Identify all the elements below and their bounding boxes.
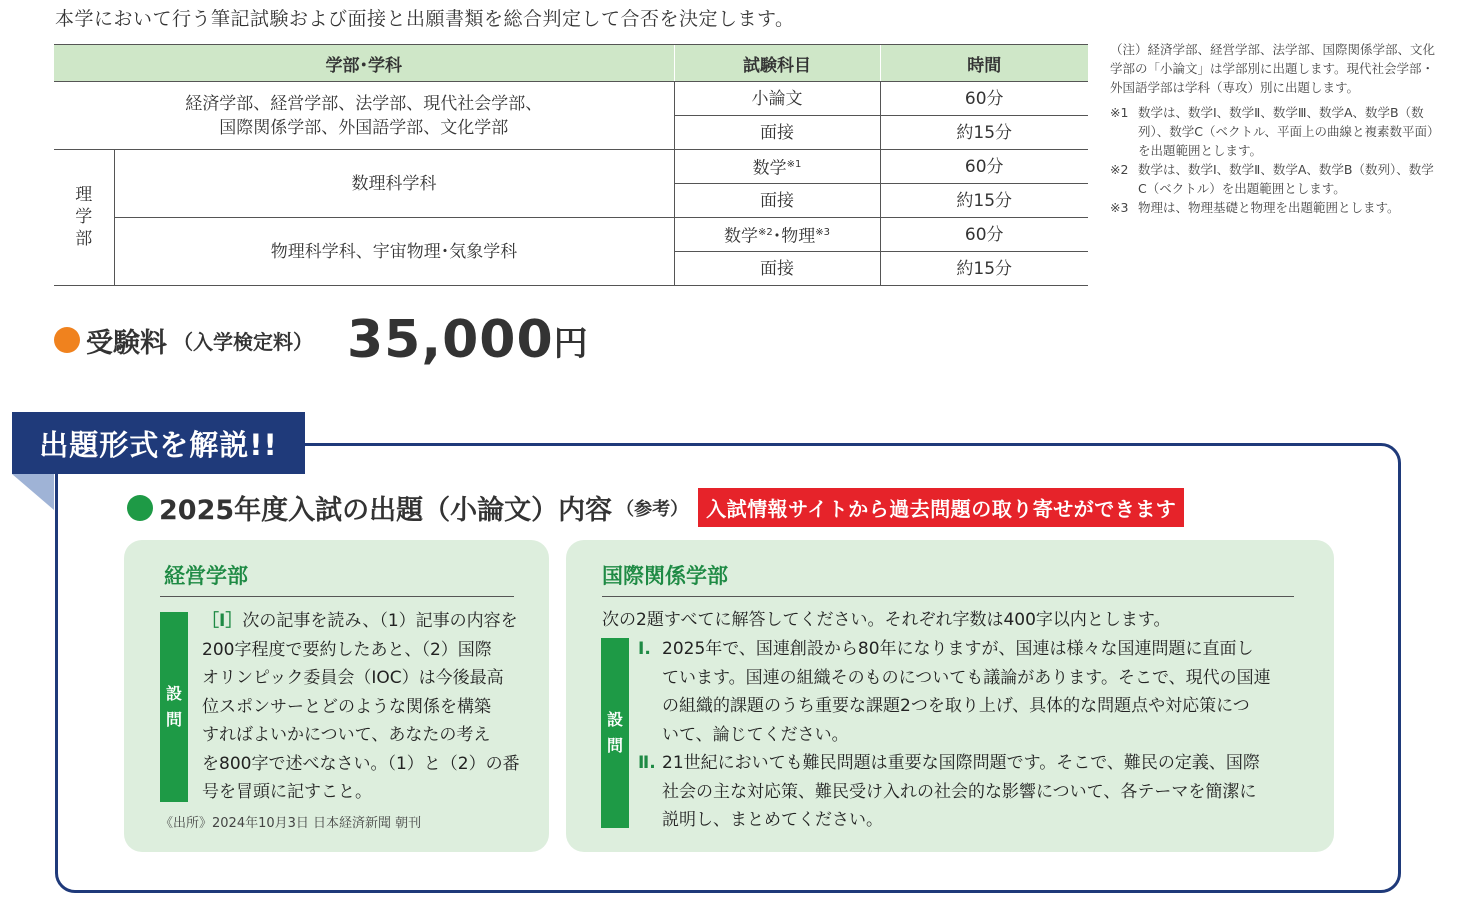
subject-cell: 面接 <box>674 252 880 286</box>
footnote-mark: ※1 <box>786 158 802 170</box>
fee-amount: 35,000 <box>347 310 554 370</box>
time-cell: 60分 <box>880 150 1088 184</box>
question-item: Ⅰ. 2025年で、国連創設から80年になりますが、国連は様々な国連問題に直面し ています。国連の組織そのものについても議論があります。そこで、現代の国連 の組織的課題のうち重要な課題2つを取り上げ、具体的な問題点や対応策につ いて、論じてください。 <box>638 639 1271 745</box>
fee-label: 受験料 <box>86 327 167 359</box>
orange-bullet-icon <box>54 327 80 353</box>
fee-sublabel: （入学検定料） <box>173 329 313 354</box>
note-item: ※1 数学は、数学Ⅰ、数学Ⅱ、数学Ⅲ、数学A、数学B（数列）、数学C（ベクトル、平面上の曲線と複素数平面）を出題範囲とします。 <box>1110 105 1440 158</box>
card-business <box>124 540 549 852</box>
question-tag: 設 問 <box>160 612 188 802</box>
table-notes <box>1110 40 1440 217</box>
card-divider <box>160 596 514 597</box>
note-item: ※2 数学は、数学Ⅰ、数学Ⅱ、数学A、数学B（数列）、数学C（ベクトル）を出題範囲とします。 <box>1110 162 1434 196</box>
exam-fee <box>54 310 588 370</box>
card-title: 国際関係学部 <box>602 564 728 588</box>
green-bullet-icon <box>127 495 153 521</box>
table-header-row <box>54 45 1088 82</box>
banner-fold <box>12 474 54 510</box>
question-line: オリンピック委員会（IOC）は今後最高 <box>202 668 504 688</box>
question-text <box>638 635 1308 835</box>
question-line: 位スポンサーとどのような関係を構築 <box>202 696 491 717</box>
note-main: （注）経済学部、経営学部、法学部、国際関係学部、文化学部の「小論文」は学部別に出題します。現代社会学部・外国語学部は学科（専攻）別に出題します。 <box>1110 42 1436 95</box>
table-row <box>54 82 1088 116</box>
science-faculty-cell <box>54 150 114 286</box>
time-cell: 60分 <box>880 82 1088 116</box>
science-faculty-label: 理学部 <box>75 185 93 249</box>
intro-text: 本学において行う筆記試験および面接と出願書類を総合判定して合否を決定します。 <box>55 8 795 30</box>
dept-cell: 数理科学科 <box>114 150 674 218</box>
header-time: 時間 <box>880 45 1088 82</box>
heading-main: 2025年度入試の出題（小論文）内容 <box>159 495 613 526</box>
question-lead: 次の2題すべてに解答してください。それぞれ字数は400字以内とします。 <box>602 610 1171 630</box>
faculty-line: 国際関係学部、外国語学部、文化学部 <box>219 117 509 138</box>
footnote-mark: ※3 <box>815 226 830 238</box>
card-title: 経営学部 <box>164 564 248 588</box>
header-faculty: 学部･学科 <box>54 45 674 82</box>
source-citation: 《出所》2024年10月3日 日本経済新聞 朝刊 <box>160 816 422 831</box>
footnote-mark: ※2 <box>758 226 773 238</box>
question-line: ［Ⅰ］次の記事を読み、（1）記事の内容を <box>202 611 518 631</box>
time-cell: 約15分 <box>880 116 1088 150</box>
header-subject: 試験科目 <box>674 45 880 82</box>
subject-cell: 数学$^{※2}$･物理$^{※3}$ <box>674 218 880 252</box>
faculty-group-cell <box>54 82 674 150</box>
subject-cell: 数学$^{※1}$ <box>674 150 880 184</box>
subject-cell: 小論文 <box>674 82 880 116</box>
question-tag: 設 問 <box>601 638 629 828</box>
past-exam-tag: 入試情報サイトから過去問題の取り寄せができます <box>698 488 1184 527</box>
section-heading <box>127 488 1184 527</box>
note-item: ※3 物理は、物理基礎と物理を出題範囲とします。 <box>1110 200 1400 215</box>
faculty-line: 経済学部、経営学部、法学部、現代社会学部、 <box>185 93 543 114</box>
question-line: を800字で述べなさい。（1）と（2）の番 <box>202 753 520 774</box>
subject-cell: 面接 <box>674 116 880 150</box>
question-item: Ⅱ. 21世紀においても難民問題は重要な国際問題です。そこで、難民の定義、国際 社会の主な対応策、難民受け入れの社会的な影響について、各テーマを簡潔に 説明し、まとめてください。 <box>638 753 1260 830</box>
time-cell: 60分 <box>880 218 1088 252</box>
question-text <box>202 607 532 807</box>
heading-sub: （参考） <box>616 498 689 520</box>
exam-table <box>54 44 1088 286</box>
fee-unit: 円 <box>553 323 588 364</box>
card-international <box>566 540 1334 852</box>
table-row <box>54 150 1088 184</box>
card-divider <box>602 596 1294 597</box>
time-cell: 約15分 <box>880 184 1088 218</box>
question-line: すればよいかについて、あなたの考え <box>202 725 491 745</box>
section-banner: 出題形式を解説!! <box>12 412 305 474</box>
question-line: 号を冒頭に記すこと。 <box>202 782 372 802</box>
subject-cell: 面接 <box>674 184 880 218</box>
question-line: 200字程度で要約したあと、（2）国際 <box>202 639 492 660</box>
time-cell: 約15分 <box>880 252 1088 286</box>
table-row <box>54 218 1088 252</box>
dept-cell: 物理科学科、宇宙物理･気象学科 <box>114 218 674 286</box>
